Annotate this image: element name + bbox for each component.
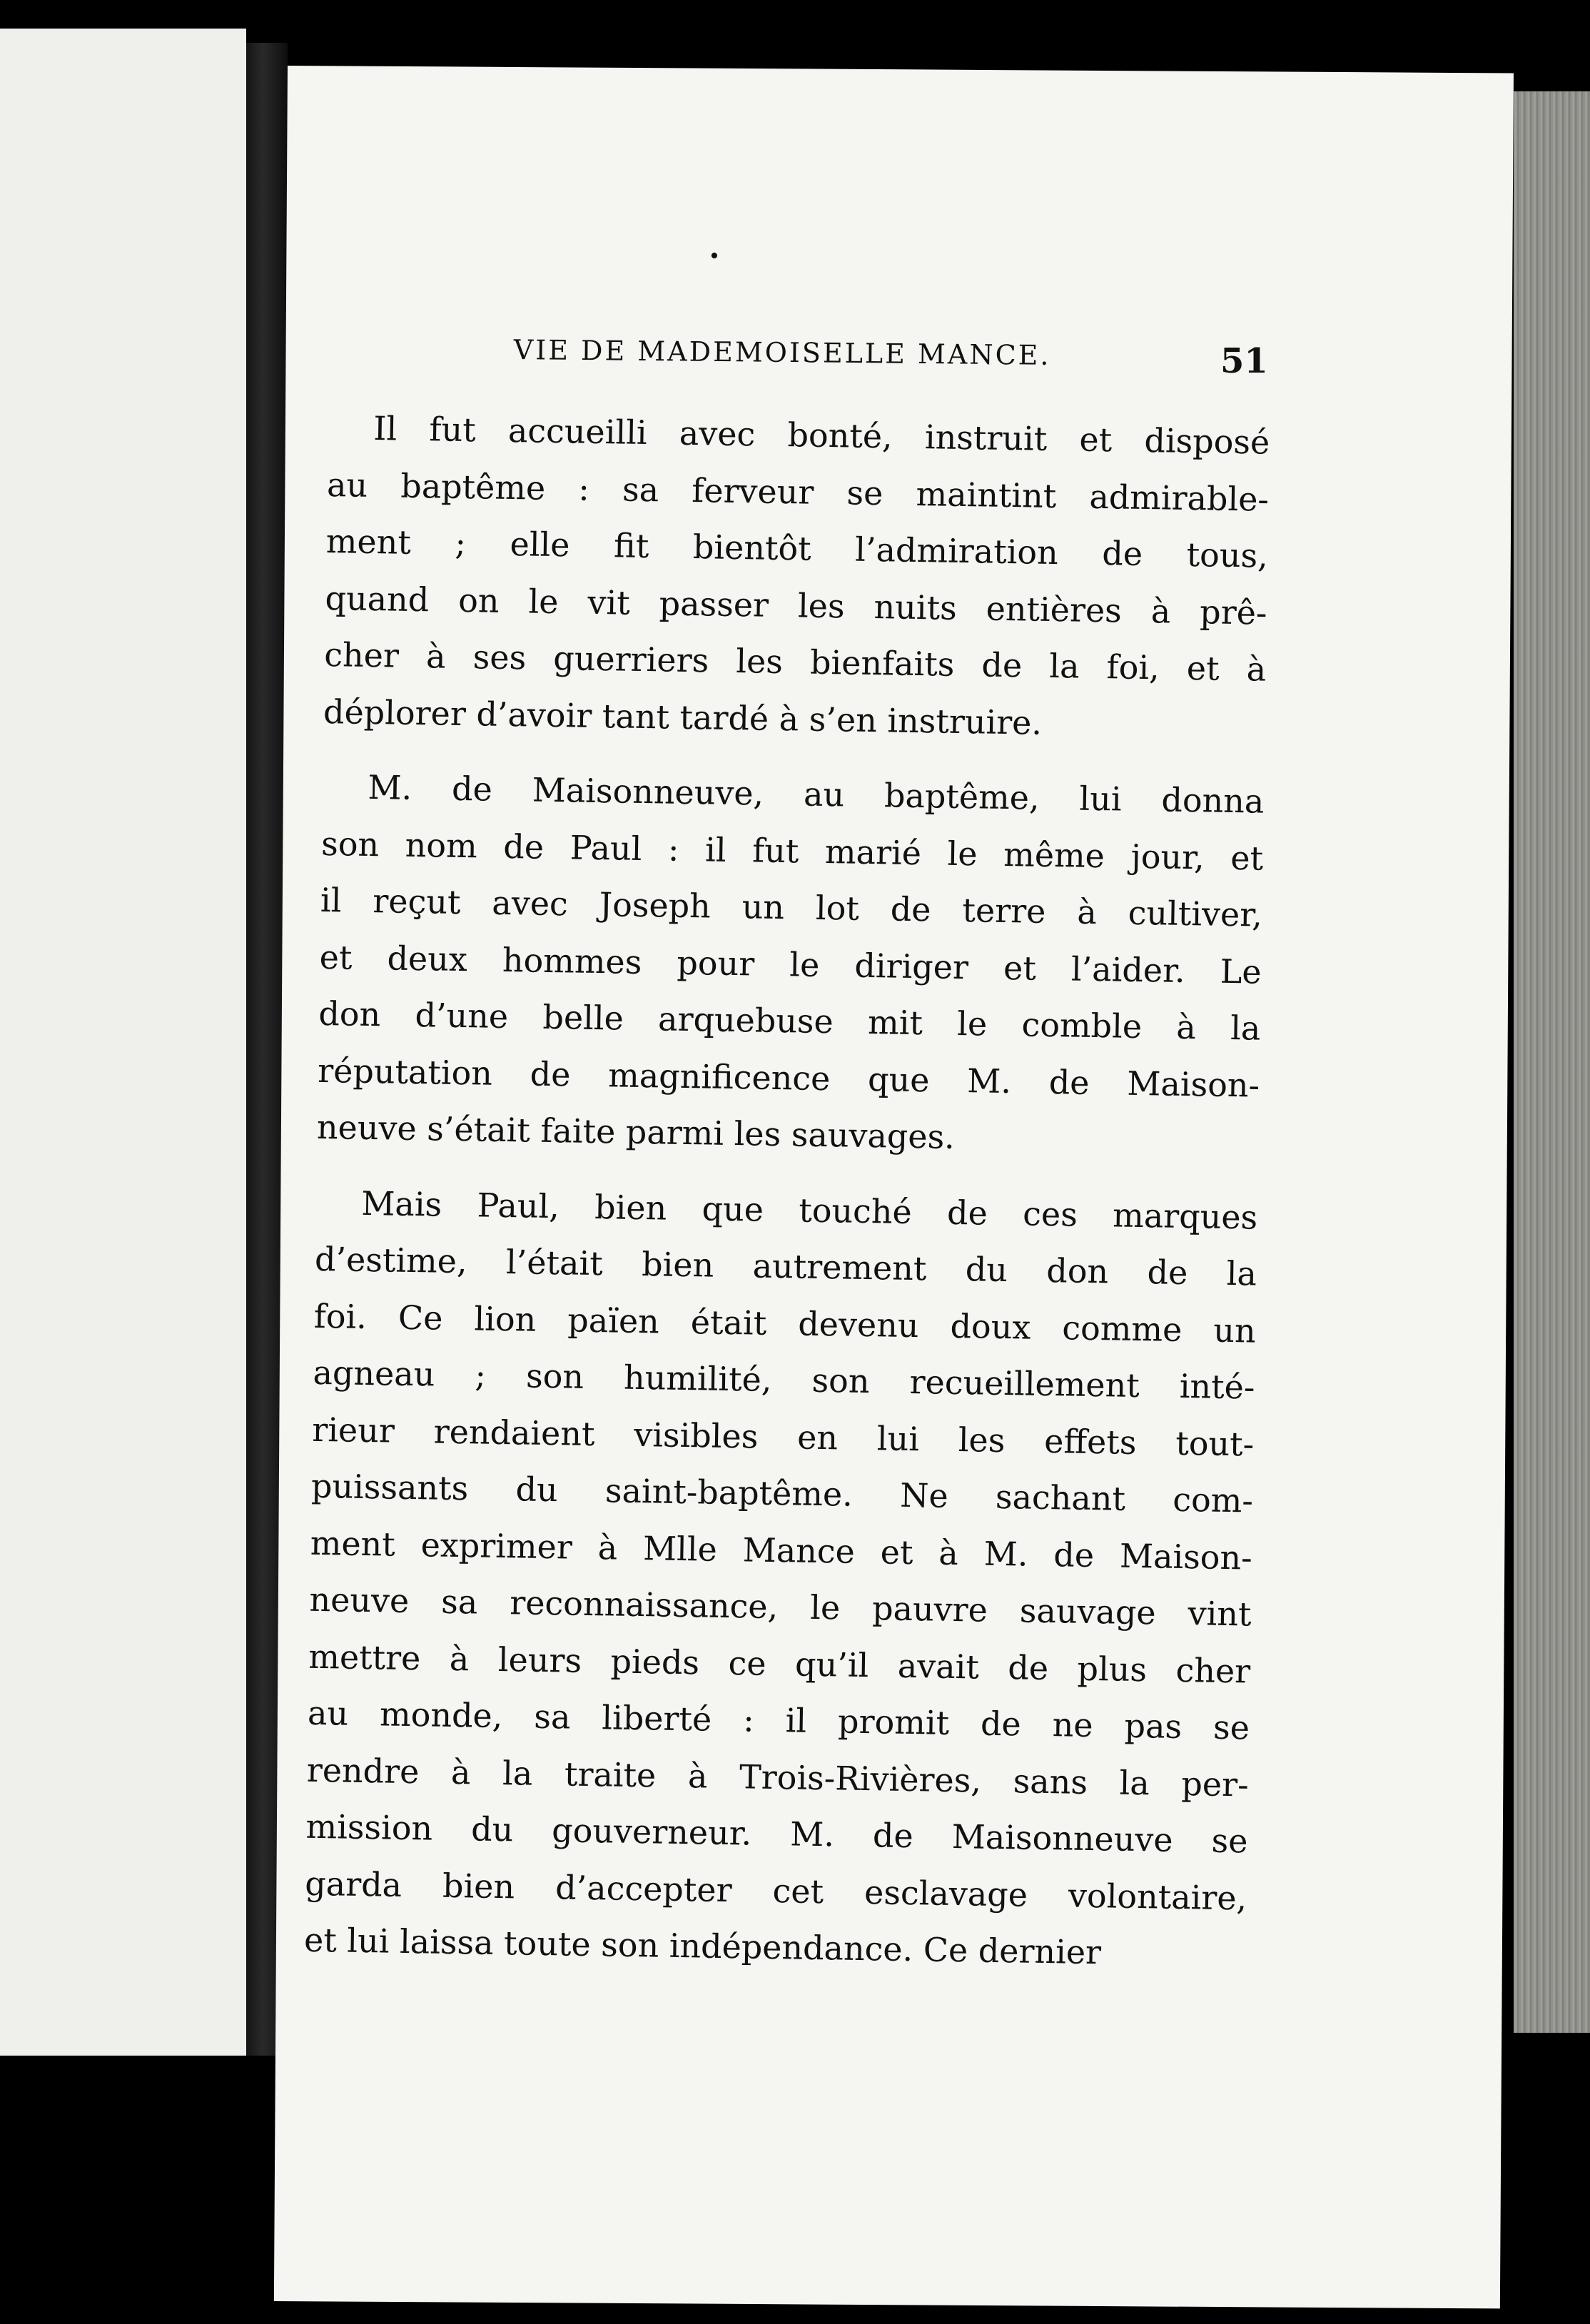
text-line: mettre à leurs pieds ce qu’il avait de plus cher bbox=[308, 1637, 1251, 1691]
text-line: Mais Paul, bien que touché de ces marques bbox=[360, 1183, 1258, 1237]
text-line: garda bien d’accepter cet esclavage volontaire, bbox=[304, 1864, 1247, 1917]
text-line: d’estime, l’était bien autrement du don de la bbox=[314, 1239, 1257, 1293]
text-line: puissants du saint-baptême. Ne sachant com- bbox=[310, 1466, 1254, 1520]
running-head: VIE DE MADEMOISELLE MANCE. bbox=[513, 334, 1051, 371]
text-line: quand on le vit passer les nuits entières à prê- bbox=[325, 578, 1267, 632]
text-line: il reçut avec Joseph un lot de terre à cultiver, bbox=[320, 880, 1263, 934]
text-line: Il fut accueilli avec bonté, instruit et disposé bbox=[373, 409, 1270, 462]
page-edge-stack bbox=[1514, 91, 1590, 2033]
paragraph bbox=[303, 1174, 1257, 1984]
paragraph bbox=[323, 400, 1270, 755]
text-line: rieur rendaient visibles en lui les effets tout- bbox=[311, 1410, 1255, 1464]
text-line: rendre à la traite à Trois-Rivières, sans la per- bbox=[306, 1750, 1250, 1804]
text-line: neuve s’était faite parmi les sauvages. bbox=[316, 1107, 956, 1156]
text-line: M. de Maisonneuve, au baptême, lui donna bbox=[368, 767, 1265, 821]
text-line: son nom de Paul : il fut marié le même jour, et bbox=[320, 824, 1264, 878]
page-body bbox=[303, 400, 1270, 1984]
text-line: et lui laissa toute son indépendance. Ce dernier bbox=[303, 1920, 1102, 1972]
page-number: 51 bbox=[1220, 341, 1268, 381]
dot-mark-icon: • bbox=[710, 243, 719, 269]
text-line: cher à ses guerriers les bienfaits de la foi, et à bbox=[323, 635, 1267, 689]
paragraph bbox=[316, 759, 1265, 1171]
text-line: mission du gouverneur. M. de Maisonneuve se bbox=[305, 1807, 1248, 1861]
left-facing-page bbox=[0, 29, 246, 2056]
text-line: au baptême : sa ferveur se maintint admirable- bbox=[326, 465, 1270, 519]
text-line: ment exprimer à Mlle Mance et à M. de Maison- bbox=[310, 1523, 1253, 1577]
text-line: don d’une belle arquebuse mit le comble à la bbox=[318, 994, 1261, 1048]
text-line: et deux hommes pour le diriger et l’aider. Le bbox=[319, 937, 1262, 991]
text-line: au monde, sa liberté : il promit de ne pas se bbox=[307, 1693, 1250, 1747]
text-line: ment ; elle fit bientôt l’admiration de tous, bbox=[325, 521, 1269, 575]
text-line: neuve sa reconnaissance, le pauvre sauvage vint bbox=[309, 1580, 1252, 1634]
text-line: foi. Ce lion païen était devenu doux comme un bbox=[313, 1296, 1257, 1350]
text-line: déplorer d’avoir tant tardé à s’en instruire. bbox=[323, 692, 1043, 742]
text-line: réputation de magnificence que M. de Maison- bbox=[317, 1051, 1260, 1105]
text-line: agneau ; son humilité, son recueillement inté- bbox=[313, 1353, 1255, 1407]
